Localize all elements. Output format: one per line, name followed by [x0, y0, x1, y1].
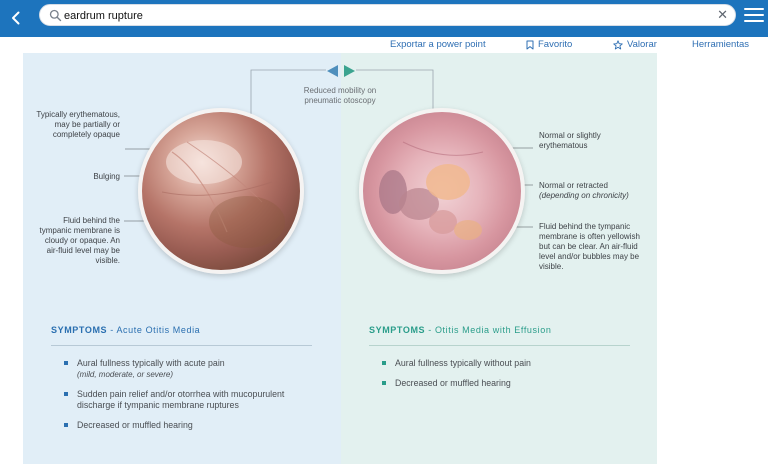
- list-item: [51, 389, 321, 411]
- acute-otitis-media-eardrum-image: [138, 108, 304, 274]
- list-item-text: Sudden pain relief and/or otorrhea with mucopurulent discharge if tympanic membrane ruptures: [77, 389, 285, 410]
- divider: [369, 345, 630, 346]
- bullet-dot: [64, 392, 68, 396]
- label-typically-erythematous: Typically erythematous, may be partially or completely opaque: [36, 110, 120, 139]
- list-item-note: (mild, moderate, or severe): [77, 370, 174, 379]
- left-right-arrows-icon: [327, 65, 355, 77]
- symptoms-heading-effusion: [369, 325, 551, 335]
- list-item: [369, 378, 639, 389]
- symptoms-heading-acute: [51, 325, 200, 335]
- divider: [51, 345, 312, 346]
- center-caption: Reduced mobility on pneumatic otoscopy: [303, 86, 377, 105]
- list-item: [369, 358, 639, 369]
- symptoms-title: - Acute Otitis Media: [107, 325, 201, 335]
- label-retracted-note: (depending on chronicity): [539, 191, 629, 200]
- list-item-text: Aural fullness typically without pain: [395, 358, 531, 368]
- bullet-dot: [382, 361, 386, 365]
- bullet-dot: [382, 381, 386, 385]
- label-fluid-yellowish: Fluid behind the tympanic membrane is often yellowish but can be clear. An air-fluid level and/or bubbles may be visible.: [539, 222, 640, 271]
- symptoms-keyword: SYMPTOMS: [369, 325, 426, 335]
- label-bulging: Bulging: [93, 172, 120, 181]
- otitis-media-effusion-eardrum-image: [359, 108, 525, 274]
- label-retracted-text: Normal or retracted: [539, 181, 608, 190]
- export-label: Exportar a power point: [390, 39, 486, 50]
- list-item: [51, 420, 321, 431]
- bullet-dot: [64, 423, 68, 427]
- rate-label: Valorar: [627, 39, 657, 50]
- bullet-dot: [64, 361, 68, 365]
- symptoms-list-acute: [51, 358, 321, 440]
- list-item-text: Decreased or muffled hearing: [77, 420, 193, 430]
- favorite-label: Favorito: [538, 39, 573, 50]
- label-fluid-cloudy: Fluid behind the tympanic membrane is cloudy or opaque. An air-fluid level may be visible.: [39, 216, 120, 265]
- tools-label: Herramientas: [692, 39, 750, 50]
- symptoms-title: - Otitis Media with Effusion: [425, 325, 552, 335]
- list-item: [51, 358, 321, 380]
- symptoms-list-effusion: [369, 358, 639, 398]
- symptoms-keyword: SYMPTOMS: [51, 325, 108, 335]
- list-item-text: Aural fullness typically with acute pain: [77, 358, 225, 368]
- label-normal-erythematous: Normal or slightly erythematous: [539, 131, 601, 150]
- close-icon[interactable]: ✕: [717, 7, 728, 22]
- list-item-text: Decreased or muffled hearing: [395, 378, 511, 388]
- label-normal-retracted: [539, 181, 649, 201]
